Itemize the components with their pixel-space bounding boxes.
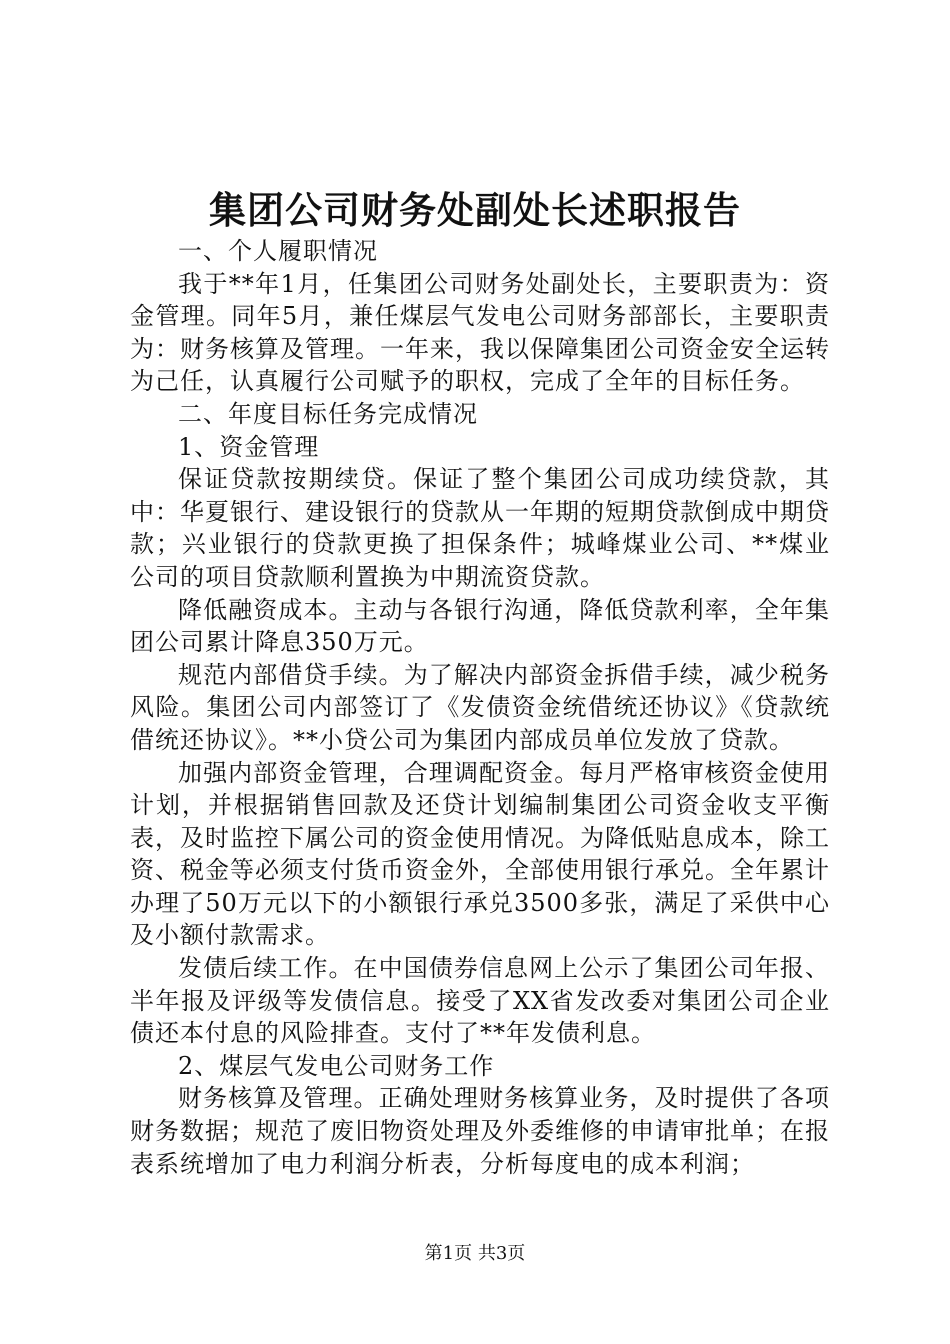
paragraph-bond-followup: 发债后续工作。在中国债券信息网上公示了集团公司年报、半年报及评级等发债信息。接受了XX省发改委对集团公司企业债还本付息的风险排查。支付了**年发债利息。 bbox=[130, 954, 830, 1048]
section-heading-annual-goals: 二、年度目标任务完成情况 bbox=[178, 399, 478, 428]
document-body bbox=[130, 235, 830, 1180]
paragraph-duties-overview: 我于**年1月，任集团公司财务处副处长，主要职责为：资金管理。同年5月，兼任煤层气发电公司财务部部长，主要职责为：财务核算及管理。一年来，我以保障集团公司资金安全运转为己任，认真履行公司赋予的职权，完成了全年的目标任务。 bbox=[130, 269, 830, 396]
paragraph-accounting-management: 财务核算及管理。正确处理财务核算业务，及时提供了各项财务数据；规范了废旧物资处理及外委维修的申请审批单；在报表系统增加了电力利润分析表，分析每度电的成本利润； bbox=[130, 1084, 830, 1178]
document-title: 集团公司财务处副处长述职报告 bbox=[209, 188, 741, 232]
subsection-heading-power-company-finance: 2、煤层气发电公司财务工作 bbox=[178, 1051, 495, 1080]
paragraph-financing-cost: 降低融资成本。主动与各银行沟通，降低贷款利率，全年集团公司累计降息350万元。 bbox=[130, 595, 830, 657]
paragraph-loan-renewal: 保证贷款按期续贷。保证了整个集团公司成功续贷款，其中：华夏银行、建设银行的贷款从一年期的短期贷款倒成中期贷款；兴业银行的贷款更换了担保条件；城峰煤业公司、**煤业公司的项目贷款顺利置换为中期流资贷款。 bbox=[130, 465, 830, 591]
subsection-heading-fund-management: 1、资金管理 bbox=[178, 432, 320, 461]
section-heading-personal-duties: 一、个人履职情况 bbox=[178, 237, 378, 265]
paragraph-internal-lending: 规范内部借贷手续。为了解决内部资金拆借手续，减少税务风险。集团公司内部签订了《发债资金统借统还协议》《贷款统借统还协议》。**小贷公司为集团内部成员单位发放了贷款。 bbox=[130, 660, 830, 754]
paragraph-fund-allocation: 加强内部资金管理，合理调配资金。每月严格审核资金使用计划，并根据销售回款及还贷计划编制集团公司资金收支平衡表，及时监控下属公司的资金使用情况。为降低贴息成本，除工资、税金等必须支付货币资金外，全部使用银行承兑。全年累计办理了50万元以下的小额银行承兑3500多张，满足了采供中心及小额付款需求。 bbox=[130, 758, 830, 950]
page-footer: 第1页 共3页 bbox=[424, 1243, 526, 1264]
